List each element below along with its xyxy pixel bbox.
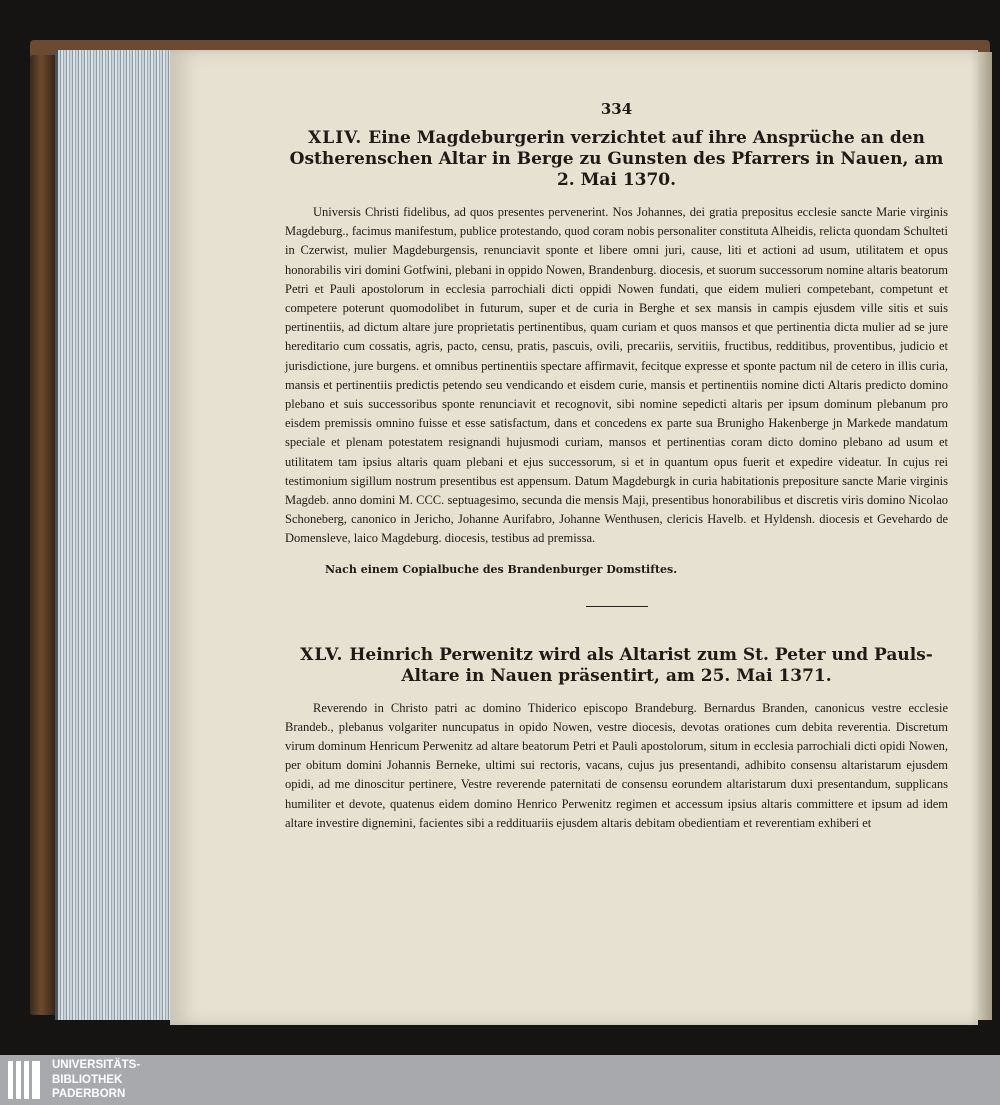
page-text [285,100,948,833]
page-number: 334 [600,100,633,118]
book-page [170,50,978,1025]
section-heading-xlv [285,645,948,687]
section-number: XLIV. [308,128,363,148]
book-spine [30,55,58,1015]
section-title: Eine Magdeburgerin verzichtet auf ihre Ansprüche an den Ostherenschen Altar in Berge zu Gunsten des Pfarrers in Nauen, am 2. Mai 1370. [289,128,944,190]
library-name-line: BIBLIOTHEK [52,1073,123,1086]
section-number: XLV. [300,644,344,665]
source-note: Nach einem Copialbuche des Brandenburger Domstiftes. [325,562,678,576]
section-heading-xliv [285,128,948,191]
page-right-edge [978,52,992,1020]
library-name-line: PADERBORN [52,1088,126,1100]
charter-text-xliv: Universis Christi fidelibus, ad quos presentes pervenerint. Nos Johannes, dei gratia prepositus ecclesie sancte Marie virginis Magdeburg., facimus manifestum, publice protestando, quod coram nobis personaliter constituta Alheidis, relicta quondam Schulteti in Czerwist, mulier Magdeburgensis, renunciavit sponte et libere omni juri, cause, liti et actioni ad usum, utilitatem et opus honorabilis viri domini Gotfwini, plebani in oppido Nowen, Brandenburg. diocesis, et suorum successorum nomine altaris beatorum Petri et Pauli apostolorum in ecclesia parrochiali dicti oppidi Nowen fundati, que eidem mulieri competebant, competunt et competere poterunt quomodolibet in futurum, super et de curia in Berghe et sex mansis in campis ejusdem ville sitis et suis pertinentiis, ad dictum altare jure proprietatis pertinentibus, quam curiam et quos mansos et que pertinentia dicta mulier ad se jure hereditario cum cossatis, agris, pacto, censu, pratis, pascuis, ovili, precariis, servitiis, fructibus, redditibus, proventibus, judicio et jurisdictione, jure burgens. et omnibus pertinentiis spectare affirmavit, fecitque expresse et sponte pactum nil de cetero in illis curia, mansis et pertinentiis predictis petendo seu vendicando et eisdem curie, mansis et pertinentiis nomine dicti Altaris predicto domino plebano et suis successoribus sponte renunciavit et recognovit, sibi nomine sepedicti altaris per ipsum dominum plebanum pro eisdem premissis omnino fuisse et esse satisfactum, dans et concedens ex parte sua Brunigho Hakenberge jn Markede mandatum speciale et plenam potestatem resignandi hujusmodi curiam, mansos et pertinentias coram dicto domino plebano ad usum et utilitatem tam ipsius altaris quam plebani et ejus successorum, si et in quantum opus fuerit et expedire videatur. In cujus rei testimonium sigillum nostrum presentibus est appensum. Datum Magdeburgk in curia habitationis prepositure sancte Marie virginis Magdeb. anno domini M. CCC. septuagesimo, secunda die mensis Maji, presentibus honorabilibus et discretis viris domino Nicolao Schoneberg, canonico in Jericho, Johanne Aurifabro, Johanne Wenthusen, clericis Havelb. et Hyldensh. diocesis et Gevehardo de Domensleve, laico Magdeburg. diocesis, testibus ad premissa. [285,205,948,546]
page-edges [55,50,176,1020]
section-title: Heinrich Perwenitz wird als Altarist zum St. Peter und Pauls-Altare in Nauen präsentirt, am 25. Mai 1371. [349,644,933,686]
library-name [52,1058,140,1102]
library-logo-icon [8,1061,44,1099]
charter-text-xlv: Reverendo in Christo patri ac domino Thiderico episcopo Brandeburg. Bernardus Branden, canonicus vestre ecclesie Brandeb., plebanus volgariter nuncupatus in opido Nowen, vestre diocesis, devotas orationes cum debita reverentia. Discretum virum dominum Henricum Perwenitz ad altare beatorum Petri et Pauli apostolorum, situm in ecclesia parrochiali dicti opidi Nowen, per obitum domini Johannis Berneke, ultimi sui rectoris, vacans, cujus jus presentandi, adhibito consensu altaristarum ejusdem opidi, ad me dinoscitur pertinere, Vestre reverende paternitati de consensu eorundem altaristarum duxi presentandum, supplicans humiliter et devote, quatenus eidem domino Henrico Perwenitz regimen et accessum ipsius altaris committere et ipsum ad idem altare investire dignemini, facientes sibi a reddituariis ejusdem altaris debitam obedientiam et reverentiam exhiberi et [285,700,948,830]
section-divider [586,606,648,607]
library-footer [0,1055,1000,1105]
library-name-line: UNIVERSITÄTS- [52,1059,141,1071]
